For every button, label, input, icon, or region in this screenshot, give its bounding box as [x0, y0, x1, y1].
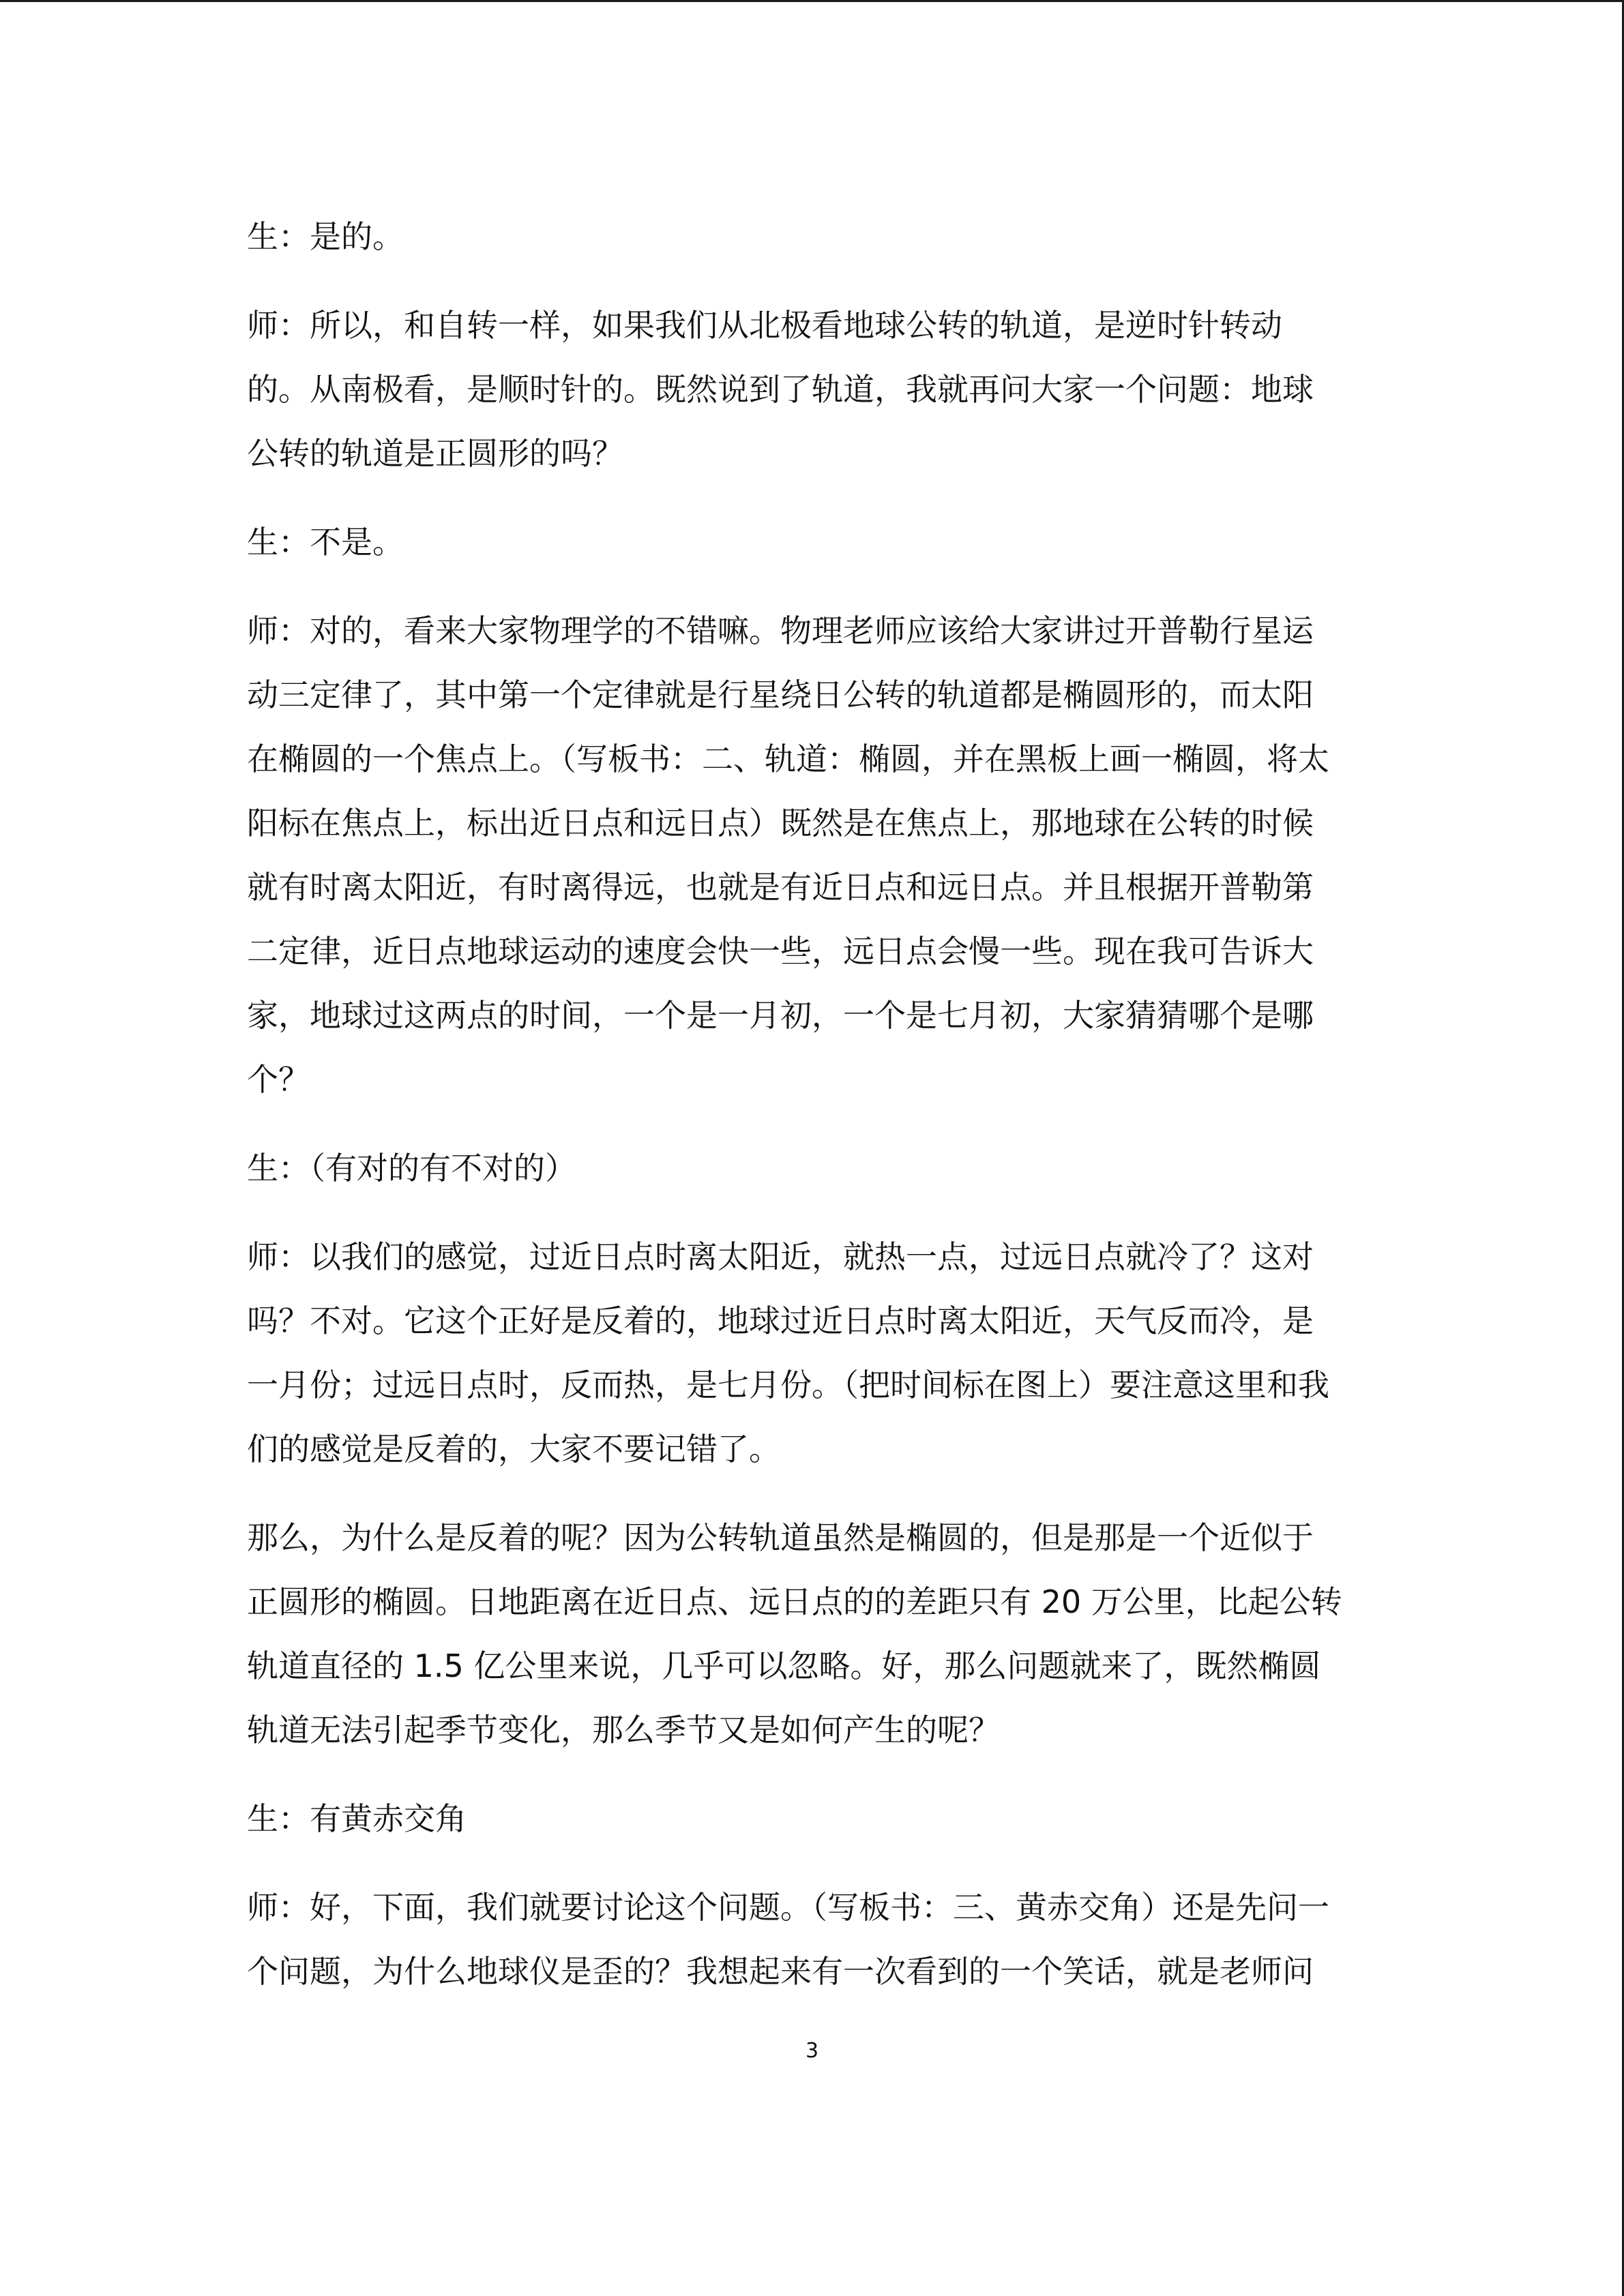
text-line: 公转的轨道是正圆形的吗？ [247, 435, 623, 472]
text-line: 个问题，为什么地球仪是歪的？我想起来有一次看到的一个笑话，就是老师问 [247, 1953, 1314, 1990]
text-line: 家，地球过这两点的时间，一个是一月初，一个是七月初，大家猜猜哪个是哪 [247, 997, 1314, 1034]
text-line: 二定律，近日点地球运动的速度会快一些，远日点会慢一些。现在我可告诉大 [247, 933, 1314, 970]
paragraph [247, 205, 1379, 269]
text-line: 师：所以，和自转一样，如果我们从北极看地球公转的轨道，是逆时针转动 [247, 307, 1282, 344]
paragraph [247, 1787, 1379, 1851]
paragraph [247, 293, 1379, 486]
text-line: 一月份；过远日点时，反而热，是七月份。（把时间标在图上）要注意这里和我 [247, 1367, 1329, 1403]
text-line: 师：对的，看来大家物理学的不错嘛。物理老师应该给大家讲过开普勒行星运 [247, 612, 1314, 649]
text-line: 的。从南极看，是顺时针的。既然说到了轨道，我就再问大家一个问题：地球 [247, 371, 1314, 408]
page-number: 3 [805, 2039, 819, 2063]
paragraph [247, 1506, 1379, 1762]
text-line: 阳标在焦点上，标出近日点和远日点）既然是在焦点上，那地球在公转的时候 [247, 805, 1314, 841]
paragraph [247, 1225, 1379, 1481]
document-body [247, 205, 1379, 2028]
text-line: 那么，为什么是反着的呢？因为公转轨道虽然是椭圆的，但是那是一个近似于 [247, 1519, 1314, 1556]
text-line: 正圆形的椭圆。日地距离在近日点、远日点的的差距只有 20 万公里，比起公转 [247, 1583, 1342, 1620]
text-line: 师：以我们的感觉，过近日点时离太阳近，就热一点，过远日点就冷了？这对 [247, 1238, 1314, 1275]
paragraph [247, 599, 1379, 1112]
text-line: 吗？不对。它这个正好是反着的，地球过近日点时离太阳近，天气反而冷，是 [247, 1302, 1314, 1339]
text-line: 生：（有对的有不对的） [247, 1150, 576, 1187]
text-line: 就有时离太阳近，有时离得远，也就是有近日点和远日点。并且根据开普勒第 [247, 869, 1314, 906]
paragraph [247, 1136, 1379, 1200]
page-border-top [0, 0, 1624, 2]
text-line: 在椭圆的一个焦点上。（写板书：二、轨道：椭圆，并在黑板上画一椭圆，将太 [247, 741, 1329, 777]
paragraph [247, 510, 1379, 574]
text-line: 个？ [247, 1061, 310, 1098]
text-line: 动三定律了，其中第一个定律就是行星绕日公转的轨道都是椭圆形的，而太阳 [247, 676, 1314, 713]
text-line: 生：不是。 [247, 524, 404, 561]
text-line: 轨道直径的 1.5 亿公里来说，几乎可以忽略。好，那么问题就来了，既然椭圆 [247, 1648, 1321, 1684]
paragraph [247, 1875, 1379, 2003]
text-line: 轨道无法引起季节变化，那么季节又是如何产生的呢？ [247, 1712, 1000, 1748]
text-line: 生：有黄赤交角 [247, 1800, 467, 1837]
text-line: 生：是的。 [247, 218, 404, 255]
text-line: 师：好，下面，我们就要讨论这个问题。（写板书：三、黄赤交角）还是先问一 [247, 1889, 1329, 1926]
text-line: 们的感觉是反着的，大家不要记错了。 [247, 1431, 780, 1467]
